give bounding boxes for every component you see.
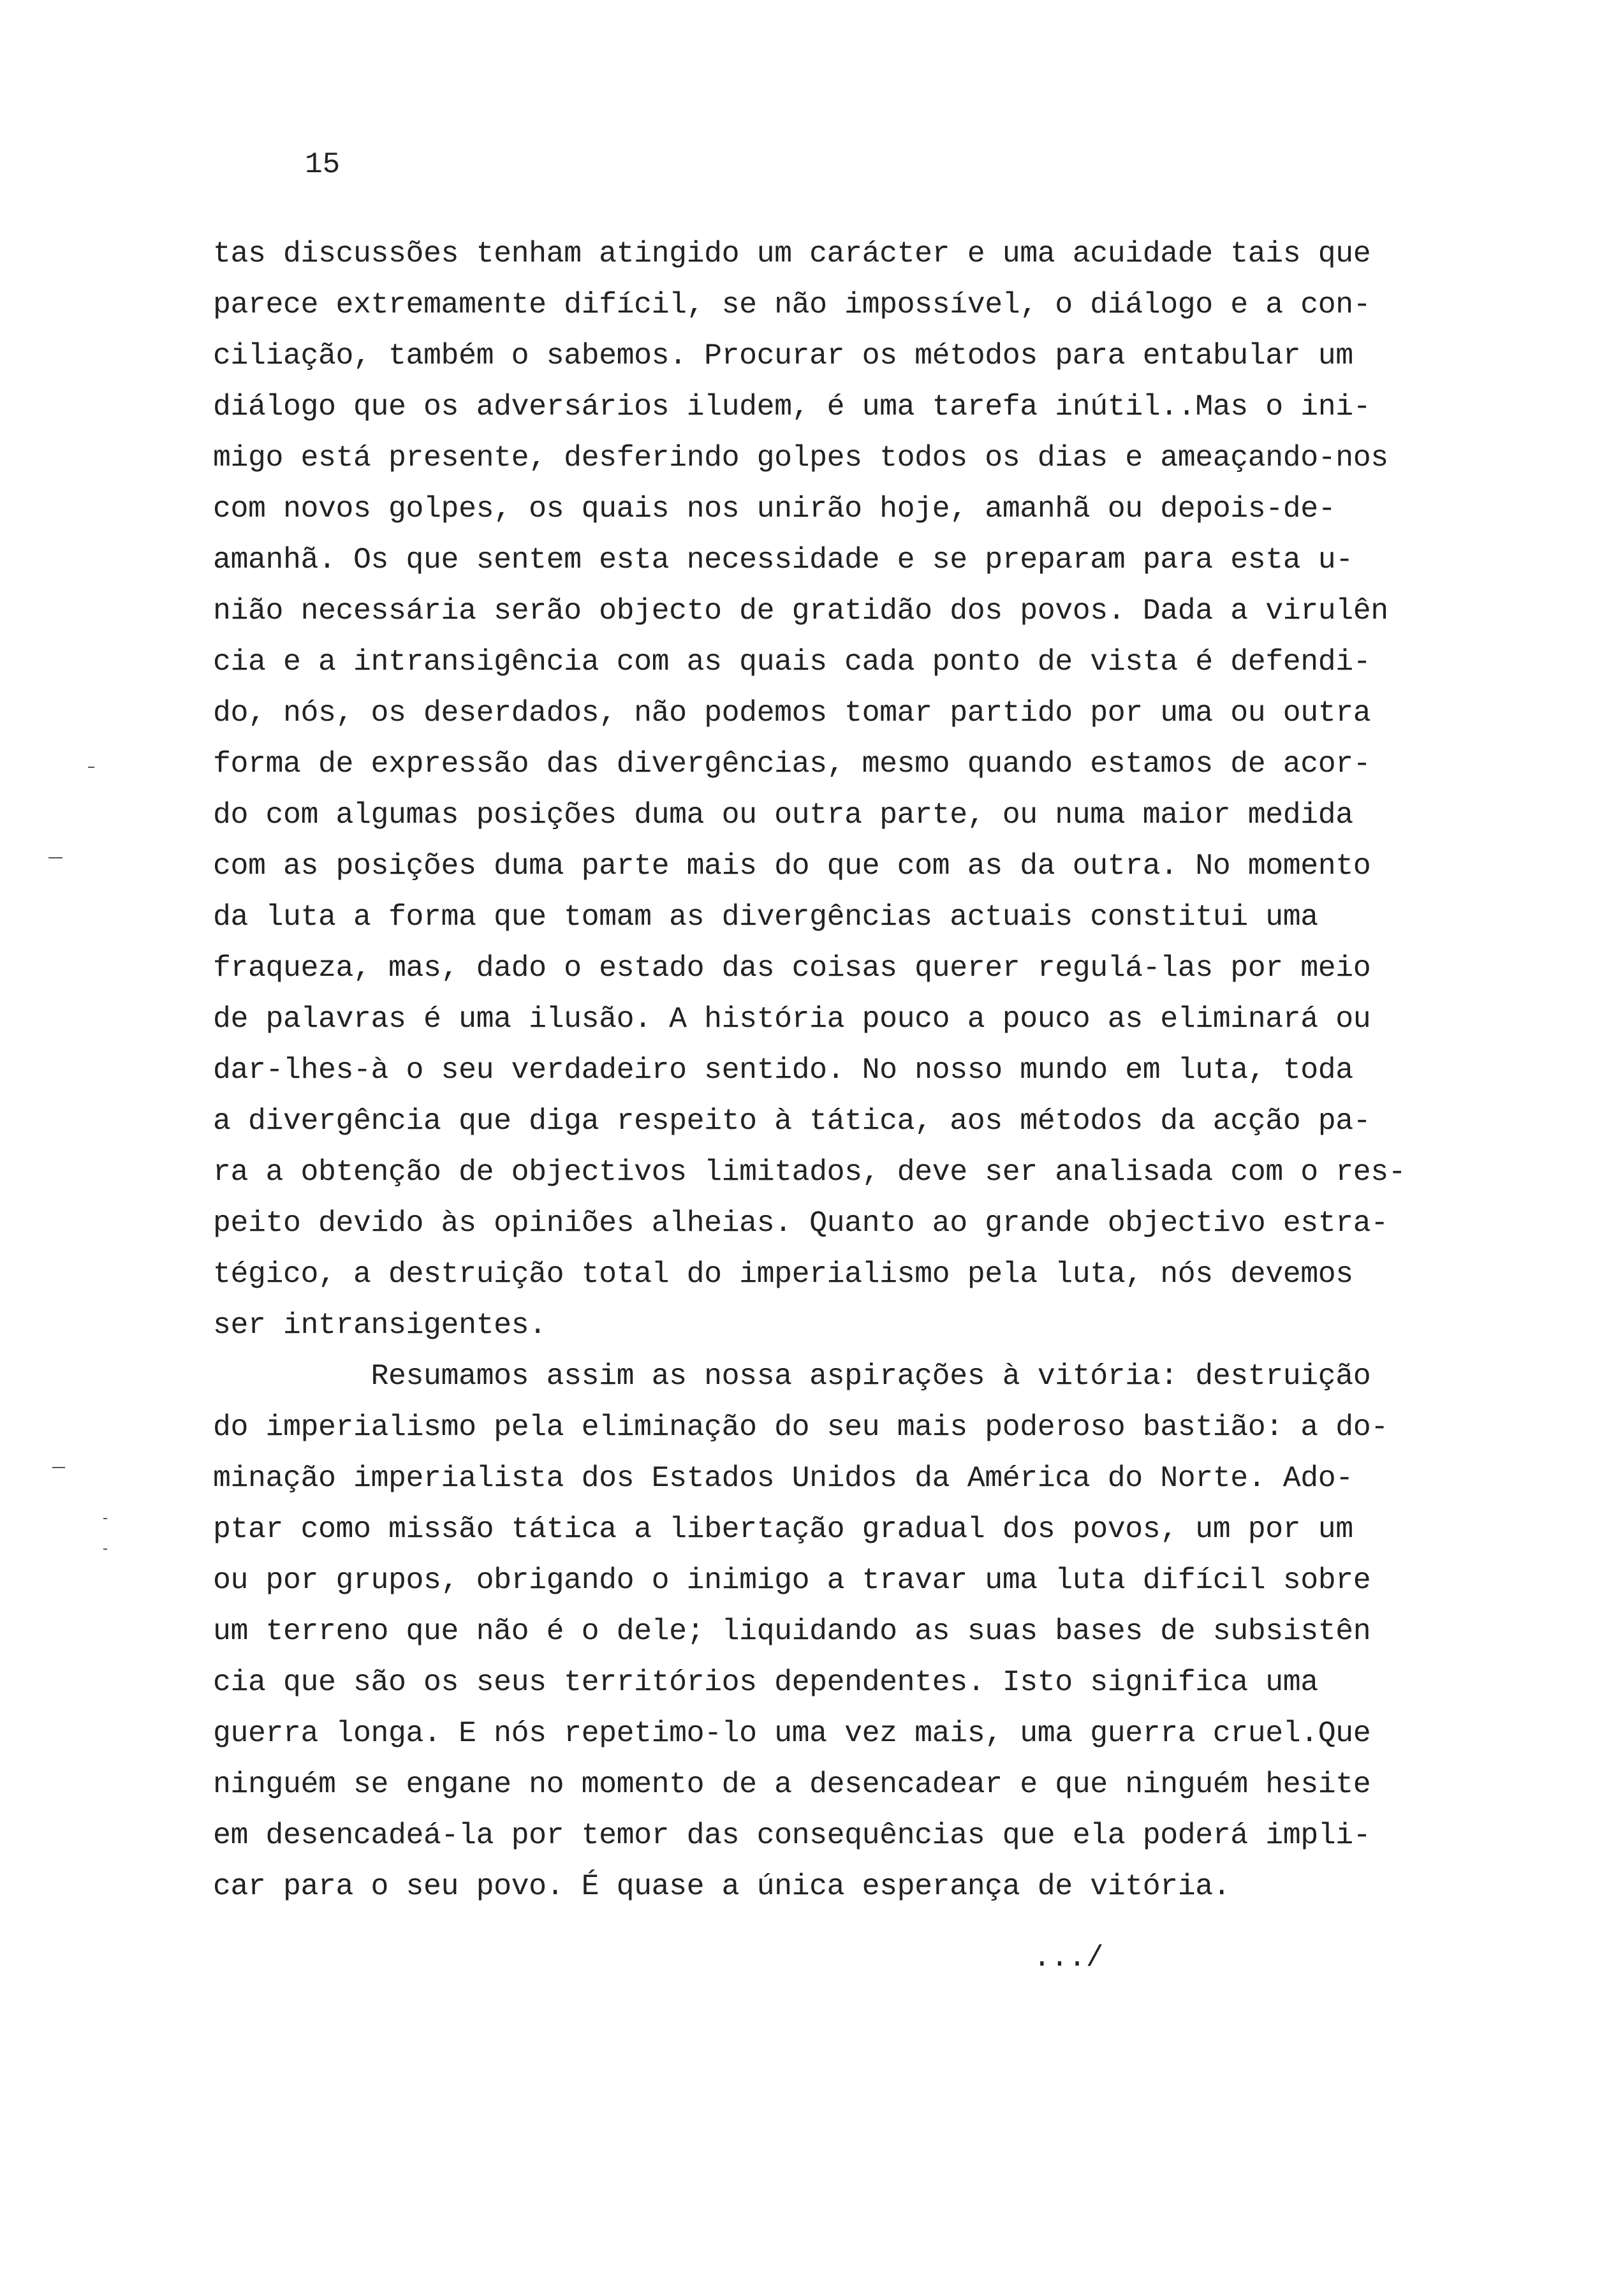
text-line: do, nós, os deserdados, não podemos tomar partido por uma ou outra (213, 696, 1371, 730)
text-line: diálogo que os adversários iludem, é uma tarefa inútil..Mas o ini- (213, 390, 1371, 423)
text-line: cia e a intransigência com as quais cada ponto de vista é defendi- (213, 645, 1371, 679)
text-line: peito devido às opiniões alheias. Quanto ao grande objectivo estra- (213, 1206, 1388, 1240)
text-line: a divergência que diga respeito à tática, aos métodos da acção pa- (213, 1104, 1371, 1138)
text-line: ra a obtenção de objectivos limitados, deve ser analisada com o res- (213, 1155, 1406, 1189)
continuation-mark: .../ (1033, 1941, 1104, 1975)
text-line: ou por grupos, obrigando o inimigo a travar uma luta difícil sobre (213, 1563, 1371, 1597)
text-line: fraqueza, mas, dado o estado das coisas querer regulá-las por meio (213, 951, 1371, 985)
text-line: ninguém se engane no momento de a desencadear e que ninguém hesite (213, 1767, 1371, 1801)
text-line: com as posições duma parte mais do que com as da outra. No momento (213, 849, 1371, 883)
text-line: tas discussões tenham atingido um carácter e uma acuidade tais que (213, 237, 1371, 270)
text-line: dar-lhes-à o seu verdadeiro sentido. No nosso mundo em luta, toda (213, 1053, 1353, 1087)
text-line: guerra longa. E nós repetimo-lo uma vez mais, uma guerra cruel.Que (213, 1716, 1371, 1750)
text-line: amanhã. Os que sentem esta necessidade e se preparam para esta u- (213, 543, 1353, 577)
text-line: ptar como missão tática a libertação gradual dos povos, um por um (213, 1512, 1353, 1546)
text-line: car para o seu povo. É quase a única esperança de vitória. (213, 1869, 1231, 1903)
page-number: 15 (305, 148, 341, 181)
margin-mark (88, 767, 94, 768)
margin-mark (52, 1467, 65, 1468)
text-line: cia que são os seus territórios dependentes. Isto significa uma (213, 1665, 1318, 1699)
text-line: forma de expressão das divergências, mesmo quando estamos de acor- (213, 747, 1371, 781)
text-line: tégico, a destruição total do imperialismo pela luta, nós devemos (213, 1257, 1353, 1291)
text-line: Resumamos assim as nossa aspirações à vitória: destruição (213, 1359, 1371, 1393)
margin-mark (103, 1518, 107, 1519)
margin-mark (103, 1549, 107, 1550)
text-line: em desencadeá-la por temor das consequências que ela poderá impli- (213, 1818, 1371, 1852)
text-line: ser intransigentes. (213, 1308, 547, 1342)
text-line: ciliação, também o sabemos. Procurar os métodos para entabular um (213, 339, 1353, 372)
text-line: nião necessária serão objecto de gratidão dos povos. Dada a virulên (213, 594, 1388, 628)
margin-mark (48, 857, 62, 858)
text-line: parece extremamente difícil, se não impossível, o diálogo e a con- (213, 288, 1371, 321)
text-line: um terreno que não é o dele; liquidando as suas bases de subsistên (213, 1614, 1371, 1648)
text-line: com novos golpes, os quais nos unirão hoje, amanhã ou depois-de- (213, 492, 1336, 526)
text-line: migo está presente, desferindo golpes todos os dias e ameaçando-nos (213, 441, 1388, 475)
text-line: do com algumas posições duma ou outra parte, ou numa maior medida (213, 798, 1353, 832)
text-line: da luta a forma que tomam as divergências actuais constitui uma (213, 900, 1318, 934)
text-line: de palavras é uma ilusão. A história pouco a pouco as eliminará ou (213, 1002, 1371, 1036)
text-line: minação imperialista dos Estados Unidos da América do Norte. Ado- (213, 1461, 1353, 1495)
body-text (213, 228, 1488, 1912)
text-line: do imperialismo pela eliminação do seu mais poderoso bastião: a do- (213, 1410, 1388, 1444)
